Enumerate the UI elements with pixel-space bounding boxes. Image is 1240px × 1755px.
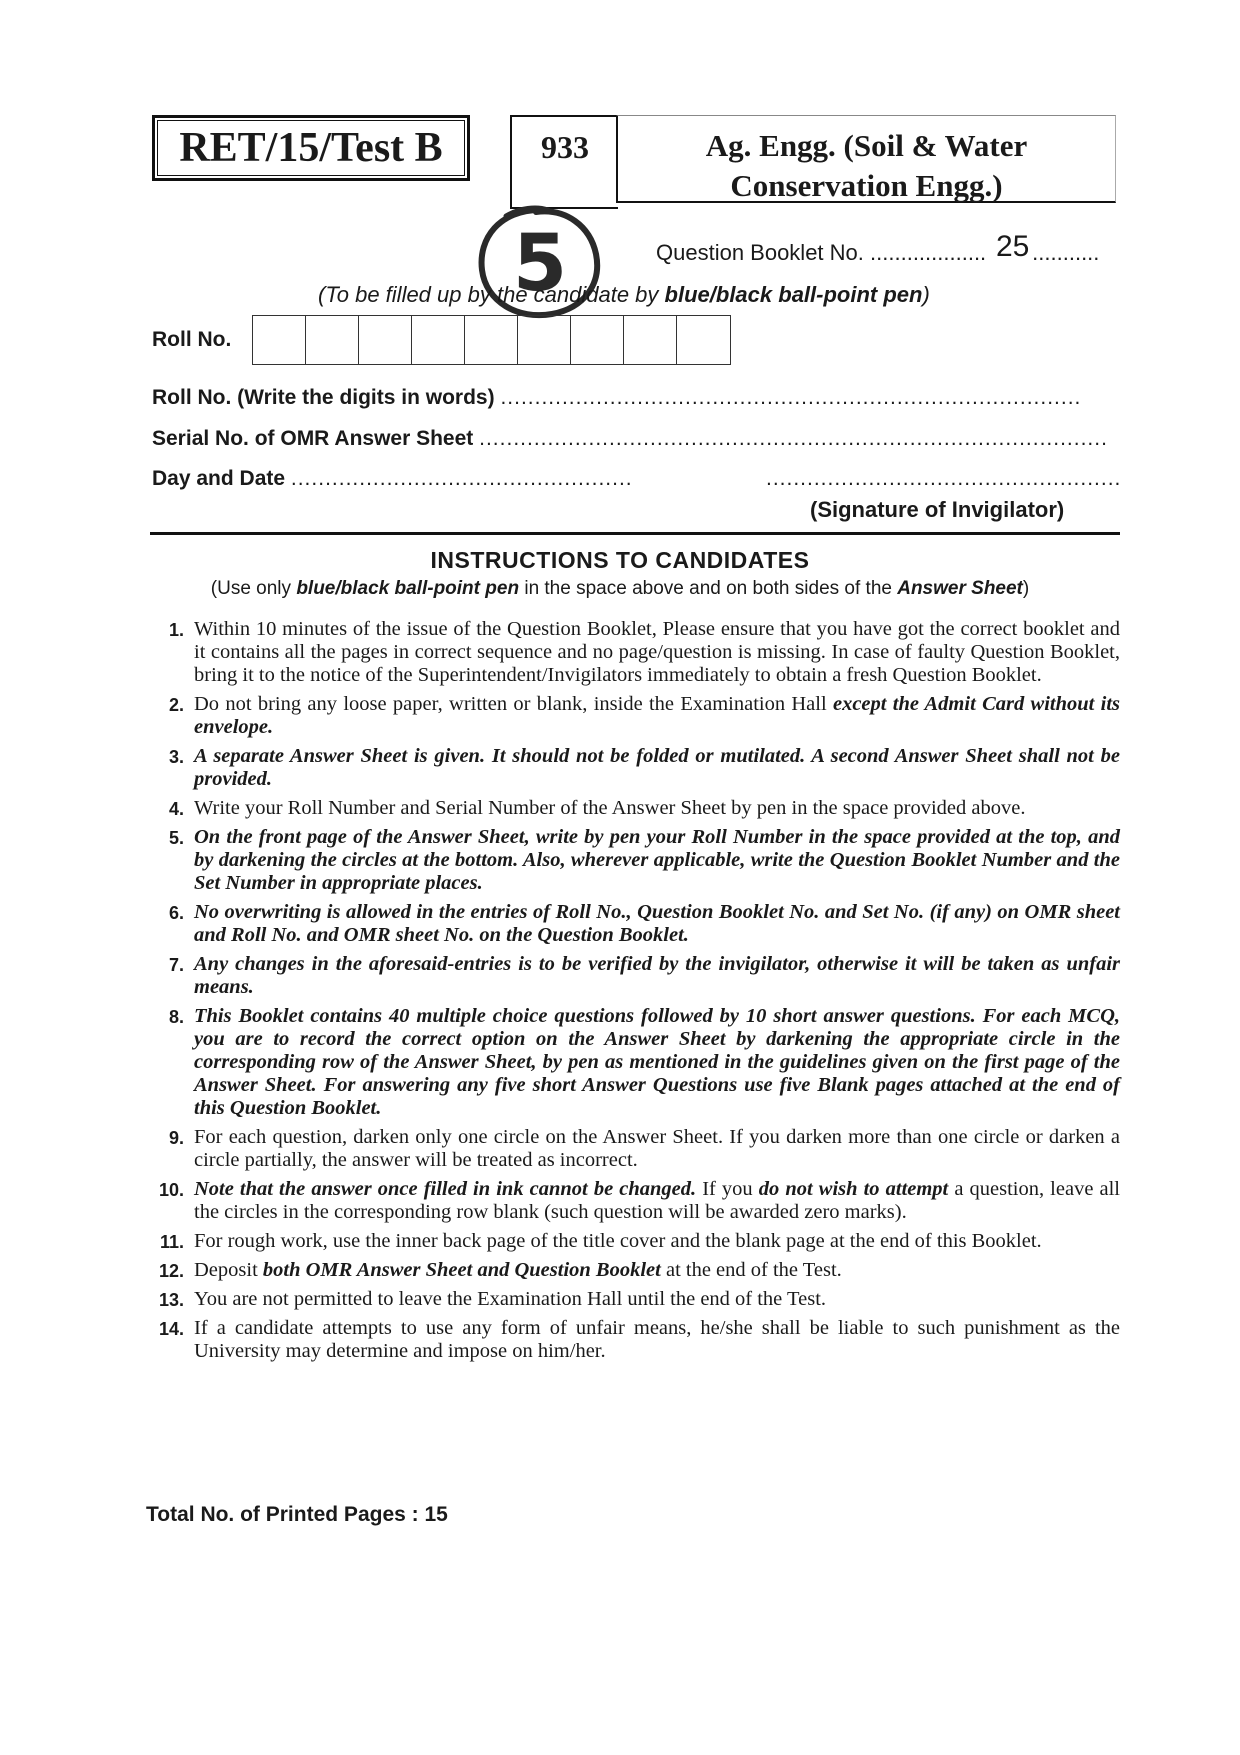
instruction-number: 6. — [168, 903, 184, 923]
sub-text: ) — [1022, 578, 1030, 599]
sub-emphasis-sheet: Answer Sheet — [897, 578, 1023, 599]
instruction-segment: For rough work, use the inner back page of the title cover and the blank page at the end of this Booklet. — [194, 1230, 1042, 1252]
instruction-item — [150, 1005, 1120, 1120]
instruction-number: 7. — [168, 955, 184, 975]
fill-instruction-note — [318, 282, 930, 308]
instruction-emphasis: Note that the answer once filled in ink cannot be changed. — [194, 1178, 697, 1200]
roll-digit-cell[interactable] — [624, 316, 677, 364]
instruction-number: 3. — [168, 747, 184, 767]
instruction-emphasis: except the Admit Card without its envelope. — [194, 693, 1120, 738]
instruction-segment: at the end of the Test. — [660, 1259, 842, 1281]
instruction-item — [150, 826, 1120, 895]
instruction-segment: Write your Roll Number and Serial Number of the Answer Sheet by pen in the space provided above. — [194, 797, 1026, 819]
instruction-emphasis: On the front page of the Answer Sheet, write by pen your Roll Number in the space provided at the top, and by darkening the circles at the bottom. Also, wherever applicable, write the Question Booklet Number and the Set Number in appropriate places. — [194, 826, 1120, 894]
sub-text: in the space above and on both sides of the — [519, 578, 898, 599]
serial-omr-label: Serial No. of OMR Answer Sheet — [152, 427, 474, 450]
instruction-text — [194, 1317, 1120, 1363]
instruction-text — [194, 1288, 1120, 1311]
booklet-number-label: Question Booklet No. — [656, 240, 864, 265]
instruction-number: 13. — [158, 1290, 184, 1310]
roll-digit-cell[interactable] — [306, 316, 359, 364]
instruction-emphasis: both OMR Answer Sheet and Question Booklet — [262, 1259, 661, 1281]
instruction-item — [150, 745, 1120, 791]
instruction-emphasis: A separate Answer Sheet is given. It should not be folded or mutilated. A second Answer Sheet shall not be provided. — [194, 745, 1120, 790]
instruction-emphasis: Any changes in the aforesaid-entries is to be verified by the invigilator, otherwise it will be taken as unfair means. — [194, 953, 1120, 998]
subject-line-2: Conservation Engg.) — [730, 168, 1003, 203]
instruction-number: 2. — [168, 695, 184, 715]
roll-in-words-label: Roll No. (Write the digits in words) — [152, 386, 495, 409]
roll-in-words-field[interactable]: ..................................................................................... — [500, 386, 1082, 409]
instruction-segment: Deposit — [194, 1259, 263, 1281]
instruction-number: 8. — [168, 1007, 184, 1027]
roll-digit-cell[interactable] — [465, 316, 518, 364]
signature-label: (Signature of Invigilator) — [810, 497, 1065, 522]
serial-omr-row[interactable] — [152, 427, 1108, 451]
fill-note-emphasis: blue/black ball-point pen — [664, 282, 923, 307]
instructions-heading: INSTRUCTIONS TO CANDIDATES — [430, 547, 810, 573]
instruction-text — [194, 745, 1120, 791]
test-code: RET/15/Test B — [179, 125, 443, 171]
serial-omr-field[interactable]: ............................................................................................ — [479, 427, 1108, 450]
instruction-item — [150, 1259, 1120, 1282]
instruction-item — [150, 1178, 1120, 1224]
day-date-field[interactable]: .................................................. — [290, 467, 633, 490]
booklet-number-value: 25 — [996, 230, 1030, 263]
instruction-number: 10. — [158, 1180, 184, 1200]
instruction-text — [194, 826, 1120, 895]
instruction-number: 4. — [168, 799, 184, 819]
total-printed-pages: Total No. of Printed Pages : 15 — [146, 1503, 448, 1526]
instruction-segment: You are not permitted to leave the Examination Hall until the end of the Test. — [194, 1288, 827, 1310]
instruction-text — [194, 1178, 1120, 1224]
instruction-segment: Do not bring any loose paper, written or blank, inside the Examination Hall — [194, 693, 833, 715]
roll-digit-cell[interactable] — [412, 316, 465, 364]
instruction-emphasis: This Booklet contains 40 multiple choice questions followed by 10 short answer questions. For each MCQ, you are to record the correct option on the Answer Sheet by darkening the appropriate circle in the corresponding row of the Answer Sheet, by pen as mentioned in the guidelines given on the first page of the Answer Sheet. For answering any five short Answer Questions use five Blank pages attached at the end of this Question Booklet. — [194, 1005, 1120, 1119]
instruction-number: 9. — [168, 1128, 184, 1148]
instruction-text — [194, 1126, 1120, 1172]
test-code-box — [152, 115, 470, 181]
signature-field[interactable]: .................................................... — [766, 467, 1122, 490]
instruction-segment: For each question, darken only one circle on the Answer Sheet. If you darken more than one circle or darken a circle partially, the answer will be treated as incorrect. — [194, 1126, 1120, 1171]
handwritten-stamp-icon — [470, 198, 610, 328]
instruction-item — [150, 1126, 1120, 1172]
instruction-item — [150, 901, 1120, 947]
instruction-item — [150, 618, 1120, 687]
instruction-segment: If you — [696, 1178, 759, 1200]
section-divider — [150, 532, 1120, 535]
instruction-item — [150, 1317, 1120, 1363]
instruction-segment: If a candidate attempts to use any form of unfair means, he/she shall be liable to such punishment as the University may determine and impose on him/her. — [194, 1317, 1120, 1362]
roll-in-words-row[interactable] — [152, 386, 1081, 410]
instruction-number: 1. — [168, 620, 184, 640]
instruction-emphasis: No overwriting is allowed in the entries of Roll No., Question Booklet No. and Set No. (if any) on OMR sheet and Roll No. and OMR sheet No. on the Question Booklet. — [194, 901, 1120, 946]
instruction-text — [194, 618, 1120, 687]
instruction-number: 11. — [159, 1232, 184, 1252]
roll-digit-cell[interactable] — [359, 316, 412, 364]
paper-code-box — [510, 115, 618, 209]
roll-number-label: Roll No. — [152, 328, 232, 351]
roll-digit-cell[interactable] — [253, 316, 306, 364]
instruction-item — [150, 693, 1120, 739]
instruction-item — [150, 953, 1120, 999]
stamp-number: 5 — [512, 219, 568, 309]
instructions-subheading — [0, 578, 1240, 600]
instruction-number: 14. — [158, 1319, 184, 1339]
instruction-item — [150, 1288, 1120, 1311]
sub-emphasis-pen: blue/black ball-point pen — [296, 578, 520, 599]
sub-text: (Use only — [210, 578, 297, 599]
day-date-label: Day and Date — [152, 467, 286, 490]
instruction-text — [194, 1259, 1120, 1282]
roll-digit-cell[interactable] — [571, 316, 624, 364]
day-date-row[interactable] — [152, 467, 633, 491]
instruction-text — [194, 797, 1120, 820]
instruction-item — [150, 797, 1120, 820]
booklet-number-row: Question Booklet No. ................... ........... 25 — [656, 230, 1100, 265]
paper-code: 933 — [541, 129, 589, 165]
fill-note-text: (To be filled up by the candidate by — [318, 282, 665, 307]
fill-note-close: ) — [922, 282, 930, 307]
instruction-text — [194, 953, 1120, 999]
instructions-list — [150, 618, 1120, 1369]
instruction-segment: a question, leave all the circles in the corresponding row blank (such question will be awarded zero marks). — [194, 1178, 1120, 1223]
subject-box — [616, 115, 1116, 203]
roll-digit-cell[interactable] — [677, 316, 730, 364]
instruction-segment: Within 10 minutes of the issue of the Question Booklet, Please ensure that you have got the correct booklet and it contains all the pages in correct sequence and no page/question is missing. In case of faulty Question Booklet, bring it to the notice of the Superintendent/Invigilators immediately to obtain a fresh Question Booklet. — [194, 618, 1120, 686]
roll-digit-cell[interactable] — [518, 316, 571, 364]
instruction-emphasis: do not wish to attempt — [758, 1178, 949, 1200]
roll-number-grid[interactable] — [252, 315, 731, 365]
instruction-text — [194, 1005, 1120, 1120]
instruction-number: 12. — [158, 1261, 184, 1281]
instruction-text — [194, 901, 1120, 947]
instruction-text — [194, 1230, 1120, 1253]
subject-line-1: Ag. Engg. (Soil & Water — [705, 128, 1028, 163]
instruction-number: 5. — [168, 828, 184, 848]
instruction-item — [150, 1230, 1120, 1253]
instruction-text — [194, 693, 1120, 739]
